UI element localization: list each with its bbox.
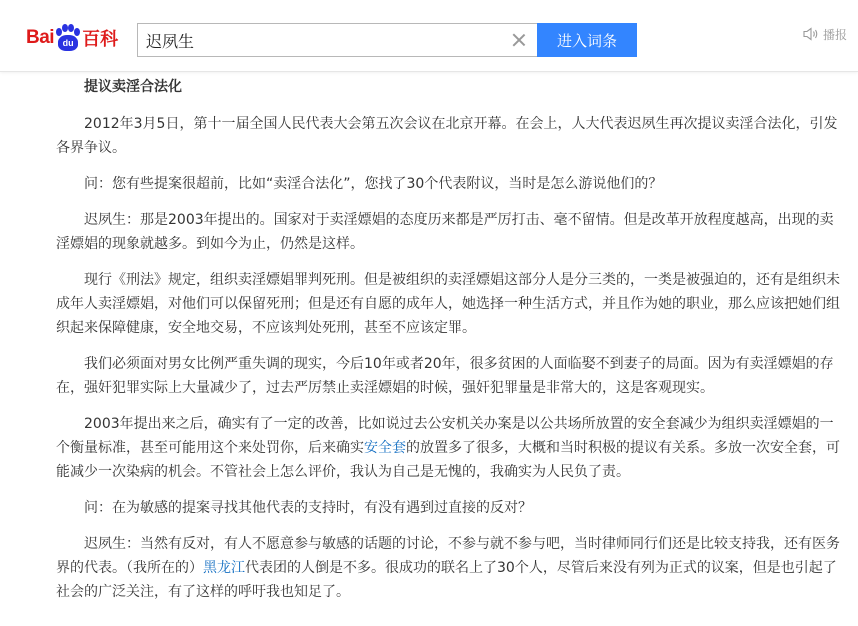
broadcast-label: 播报 xyxy=(823,27,848,42)
logo-du-text: du xyxy=(58,35,78,51)
article-paragraph xyxy=(56,412,846,484)
paragraph-text: 代表团的人倒是不多。很成功的联名上了30个人，尽管后来没有列为正式的议案，但是也引起了社会的广泛关注，有了这样的呼吁我也知足了。 xyxy=(56,560,837,600)
article-paragraph: 我们必须面对男女比例严重失调的现实，今后10年或者20年，很多贫困的人面临娶不到妻子的局面。因为有卖淫嫖娼的存在，强奸犯罪实际上大量减少了，过去严厉禁止卖淫嫖娼的时候，强奸犯罪量是非常大的，这是客观现实。 xyxy=(56,356,834,396)
article-paragraph xyxy=(56,532,846,604)
article-paragraph: 问：您有些提案很超前，比如“卖淫合法化”，您找了30个代表附议，当时是怎么游说他们的？ xyxy=(84,176,663,192)
logo-bai-text: Bai xyxy=(26,27,55,48)
enter-entry-button[interactable]: 进入词条 xyxy=(537,23,637,57)
article-paragraph: 迟夙生：那是2003年提出的。国家对于卖淫嫖娼的态度历来都是严厉打击、毫不留情。但是改革开放程度越高，出现的卖淫嫖娼的现象就越多。到如今为止，仍然是这样。 xyxy=(56,212,834,252)
condom-link[interactable]: 安全套 xyxy=(364,440,406,456)
paragraph-text: 迟夙生：当然有反对，有人不愿意参与敏感的话题的讨论，不参与就不参与吧，当时律师同行们还是比较支持我，还有医务界的代表。（我所在的） xyxy=(56,536,840,576)
paragraph-text: 的放置多了很多，大概和当时积极的提议有关系。多放一次安全套，可能减少一次染病的机会。不管社会上怎么评价，我认为自己是无愧的，我确实为人民负了责。 xyxy=(56,440,840,480)
top-bar xyxy=(0,0,858,72)
paragraph-text: 2003年提出来之后，确实有了一定的改善，比如说过去公安机关办案是以公共场所放置的安全套减少为组织卖淫嫖娼的一个衡量标准，甚至可能用这个来处罚你，后来确实 xyxy=(56,416,834,456)
article-paragraph: 问：在为敏感的提案寻找其他代表的支持时，有没有遇到过直接的反对？ xyxy=(84,500,532,516)
paw-icon xyxy=(55,24,81,52)
clear-icon[interactable] xyxy=(511,32,527,48)
search-input[interactable] xyxy=(138,24,508,56)
baidu-baike-logo[interactable] xyxy=(26,20,128,56)
section-title: 提议卖淫合法化 xyxy=(84,79,182,95)
article-paragraph: 2012年3月5日，第十一届全国人民代表大会第五次会议在北京开幕。在会上，人大代表迟夙生再次提议卖淫合法化，引发各界争议。 xyxy=(56,116,838,156)
logo-baike-text: 百科 xyxy=(82,29,119,50)
broadcast-button[interactable] xyxy=(803,25,847,43)
article-paragraph: 现行《刑法》规定，组织卖淫嫖娼罪判死刑。但是被组织的卖淫嫖娼这部分人是分三类的，一类是被强迫的，还有是组织未成年人卖淫嫖娼，对他们可以保留死刑；但是还有自愿的成年人，她选择一种生活方式，并且作为她的职业，那么应该把她们组织起来保障健康，安全地交易，不应该判处死刑，甚至不应该定罪。 xyxy=(56,272,840,336)
heilongjiang-link[interactable]: 黑龙江 xyxy=(203,560,245,576)
search-box xyxy=(137,23,537,57)
article-content xyxy=(56,72,846,616)
speaker-icon xyxy=(803,27,819,41)
